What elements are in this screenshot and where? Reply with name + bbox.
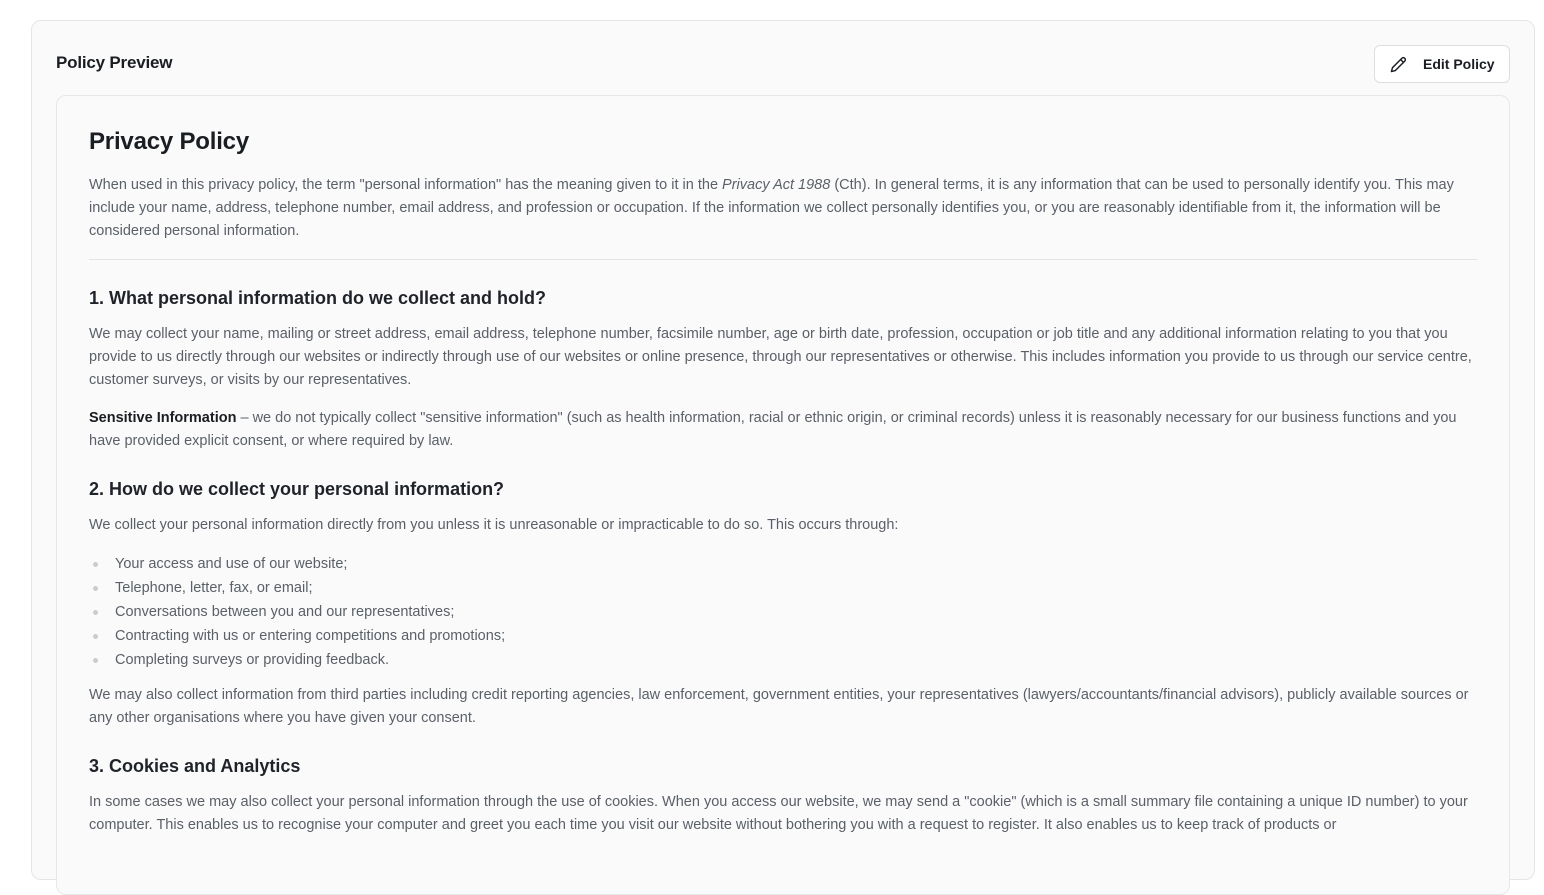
divider bbox=[89, 259, 1477, 260]
intro-text-before: When used in this privacy policy, the term "personal information" has the meaning given to it in the bbox=[89, 177, 723, 193]
section-paragraph: We may also collect information from third parties including credit reporting agencies, law enforcement, government entities, your representatives (lawyers/accountants/financial advisors), publicly available sources or any other organisations where you have given your consent. bbox=[89, 687, 1469, 726]
list-item bbox=[89, 552, 1477, 576]
list-item-text: Your access and use of our website; bbox=[115, 556, 348, 572]
bullet-dot bbox=[93, 658, 98, 663]
sensitive-information-text: – we do not typically collect "sensitive information" (such as health information, racial or ethnic origin, or criminal records) unless it is reasonably necessary for our business functions and you have provided explicit consent, or where required by law. bbox=[89, 410, 1457, 449]
sensitive-information-paragraph bbox=[89, 407, 1477, 453]
edit-policy-button[interactable] bbox=[1374, 45, 1510, 83]
policy-preview-card bbox=[31, 20, 1535, 880]
bullet-dot bbox=[93, 586, 98, 591]
section-heading: 2. How do we collect your personal information? bbox=[89, 479, 505, 499]
list-item bbox=[89, 624, 1477, 648]
list-item bbox=[89, 576, 1477, 600]
section-paragraph: In some cases we may also collect your personal information through the use of cookies. When you access our website, we may send a "cookie" (which is a small summary file containing a unique ID number) to your computer. This enables us to recognise your computer and greet you each time you visit our website without bothering you with a request to register. It also enables us to keep track of products or bbox=[89, 794, 1468, 833]
card-title: Policy Preview bbox=[56, 53, 173, 72]
intro-paragraph bbox=[89, 174, 1477, 243]
list-item bbox=[89, 648, 1477, 672]
list-item-text: Contracting with us or entering competitions and promotions; bbox=[115, 628, 506, 644]
collection-methods-list bbox=[89, 552, 1477, 672]
section-heading: 3. Cookies and Analytics bbox=[89, 756, 301, 776]
intro-text-after: (Cth). In general terms, it is any information that can be used to personally identify you. This may include your name, address, telephone number, email address, and profession or occupation. If the information we collect personally identifies you, or you are reasonably identifiable from it, the information will be considered personal information. bbox=[89, 177, 1454, 239]
list-item-text: Conversations between you and our representatives; bbox=[115, 604, 455, 620]
policy-title: Privacy Policy bbox=[89, 128, 249, 155]
list-item-text: Telephone, letter, fax, or email; bbox=[115, 580, 313, 596]
bullet-dot bbox=[93, 562, 98, 567]
privacy-act-name: Privacy Act 1988 bbox=[722, 177, 831, 193]
policy-document bbox=[56, 95, 1510, 895]
edit-policy-label: Edit Policy bbox=[1423, 56, 1495, 72]
pencil-icon bbox=[1390, 56, 1407, 73]
list-item bbox=[89, 600, 1477, 624]
bullet-dot bbox=[93, 634, 98, 639]
bullet-dot bbox=[93, 610, 98, 615]
sensitive-information-label: Sensitive Information bbox=[89, 410, 237, 426]
section-paragraph: We collect your personal information directly from you unless it is unreasonable or impracticable to do so. This occurs through: bbox=[89, 517, 899, 533]
section-heading: 1. What personal information do we collect and hold? bbox=[89, 288, 547, 308]
section-paragraph: We may collect your name, mailing or street address, email address, telephone number, facsimile number, age or birth date, profession, occupation or job title and any additional information relating to you that you provide to us directly through our websites or indirectly through use of our websites or online presence, through our representatives or otherwise. This includes information you provide to us through our service centre, customer surveys, or visits by our representatives. bbox=[89, 326, 1472, 388]
list-item-text: Completing surveys or providing feedback. bbox=[115, 652, 390, 668]
